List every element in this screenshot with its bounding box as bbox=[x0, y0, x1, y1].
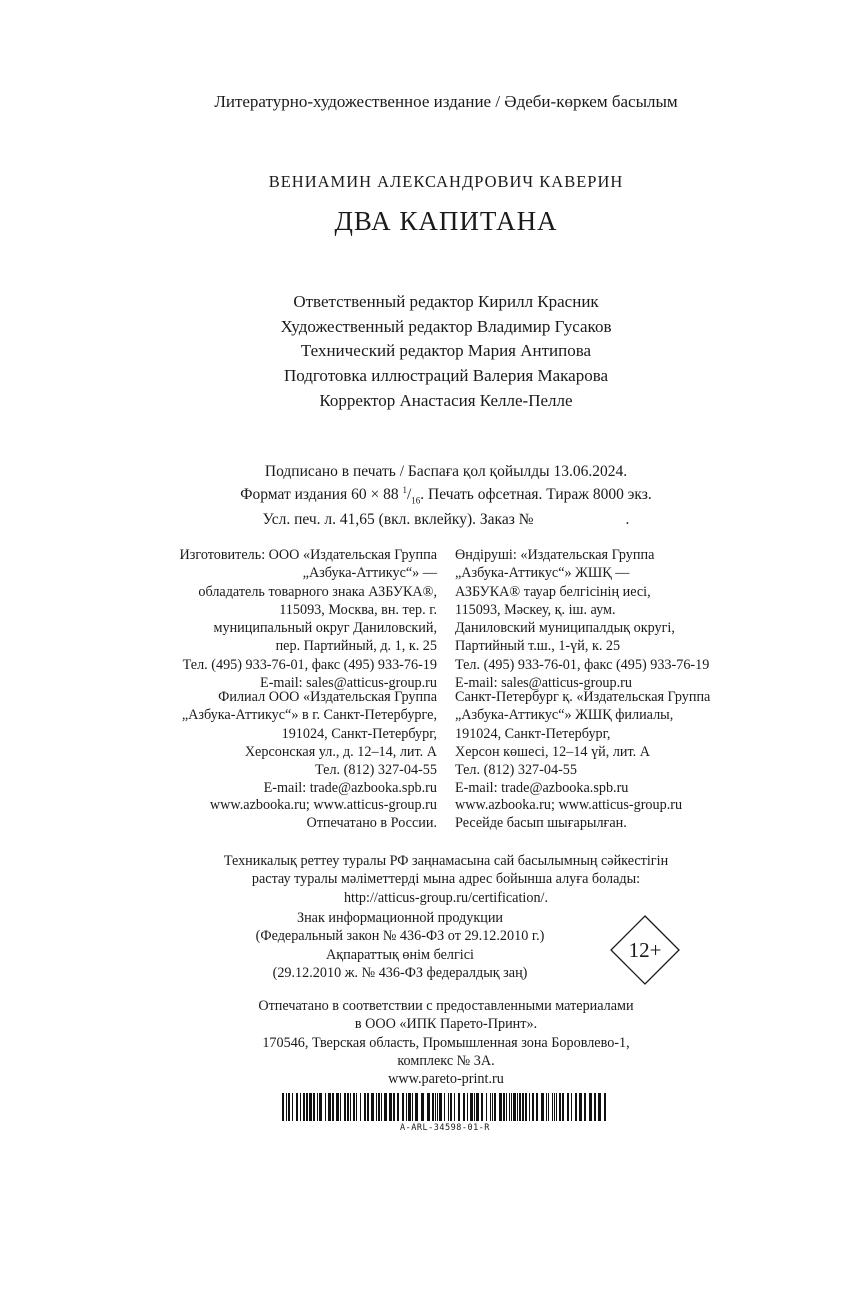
info-product-sign bbox=[200, 909, 600, 982]
barcode-bar bbox=[437, 1093, 438, 1121]
barcode-bar bbox=[492, 1093, 493, 1121]
barcode-bar bbox=[474, 1093, 475, 1121]
editorial-staff bbox=[0, 290, 856, 414]
barcode-bar bbox=[340, 1093, 341, 1121]
barcode-bar bbox=[454, 1093, 455, 1121]
manufacturer-line: Тел. (495) 933-76-01, факс (495) 933-76-19 bbox=[455, 656, 710, 673]
branch-line: 191024, Санкт-Петербург, bbox=[455, 725, 611, 742]
sheets-line bbox=[0, 510, 856, 529]
barcode-bar bbox=[541, 1093, 544, 1121]
manufacturer-line: обладатель товарного знака АЗБУКА®, bbox=[198, 583, 437, 600]
barcode-bar bbox=[506, 1093, 507, 1121]
manufacturer-kz bbox=[455, 546, 775, 692]
barcode-bar bbox=[554, 1093, 555, 1121]
manufacturer-line: АЗБУКА® тауар белгісінің иесі, bbox=[455, 583, 651, 600]
age-rating-label: 12+ bbox=[628, 937, 662, 962]
manufacturer-line: Тел. (495) 933-76-01, факс (495) 933-76-19 bbox=[182, 656, 437, 673]
info-sign-line: (29.12.2010 ж. № 436-ФЗ федералдық заң) bbox=[272, 964, 528, 981]
branch-line: Херсонская ул., д. 12–14, лит. А bbox=[244, 743, 437, 760]
branch-line: Тел. (812) 327-04-55 bbox=[315, 762, 437, 779]
manufacturer-line: 115093, Мәскеу, қ. іш. аум. bbox=[455, 601, 616, 618]
barcode-bar bbox=[313, 1093, 315, 1121]
age-rating-badge bbox=[610, 915, 680, 985]
barcode-bar bbox=[536, 1093, 538, 1121]
branch-line: Филиал ООО «Издательская Группа bbox=[218, 689, 437, 705]
barcode-bar bbox=[486, 1093, 487, 1121]
barcode-bar bbox=[317, 1093, 318, 1121]
websites-ru bbox=[117, 796, 437, 833]
barcode-bar bbox=[494, 1093, 496, 1121]
barcode-bar bbox=[548, 1093, 549, 1121]
printing-line: Отпечатано в соответствии с предоставленными материалами bbox=[258, 998, 634, 1014]
printed-in-line: Отпечатано в России. bbox=[306, 815, 437, 832]
barcode-bar bbox=[490, 1093, 491, 1121]
manufacturer-line: Партийный т.ш., 1-үй, к. 25 bbox=[455, 638, 621, 655]
format-denominator: 16 bbox=[411, 495, 421, 506]
printing-line: 170546, Тверская область, Промышленная зона Боровлево-1, bbox=[262, 1034, 630, 1051]
barcode-bar bbox=[376, 1093, 377, 1121]
barcode-bar bbox=[347, 1093, 349, 1121]
info-sign-line: (Федеральный закон № 436-ФЗ от 29.12.2010 г.) bbox=[255, 928, 545, 945]
manufacturer-ru bbox=[117, 546, 437, 692]
barcode-bar bbox=[389, 1093, 392, 1121]
manufacturer-line: Изготовитель: ООО «Издательская Группа bbox=[179, 547, 437, 563]
publication-details bbox=[0, 462, 856, 529]
barcode-bar bbox=[476, 1093, 479, 1121]
printing-info bbox=[0, 997, 856, 1088]
barcode-bar bbox=[421, 1093, 424, 1121]
barcode-bar bbox=[546, 1093, 547, 1121]
barcode-bar bbox=[435, 1093, 436, 1121]
barcode-label: A-ARL-34598-01-R bbox=[400, 1123, 490, 1133]
barcode-bar bbox=[306, 1093, 308, 1121]
barcode-bar bbox=[499, 1093, 502, 1121]
barcode-bar bbox=[412, 1093, 413, 1121]
barcode-bar bbox=[325, 1093, 326, 1121]
barcode-bar bbox=[288, 1093, 290, 1121]
barcode-bar bbox=[509, 1093, 510, 1121]
barcode-bar bbox=[458, 1093, 460, 1121]
regulation-line: растау туралы мәліметтерді мына адрес бойынша алуға болады: bbox=[251, 871, 641, 888]
manufacturer-line: E-mail: sales@atticus-group.ru bbox=[260, 675, 437, 692]
manufacturer-line: 115093, Москва, вн. тер. г. bbox=[279, 601, 437, 618]
branch-line: Тел. (812) 327-04-55 bbox=[455, 762, 577, 779]
format-suffix: . Печать офсетная. Тираж 8000 экз. bbox=[420, 486, 652, 504]
barcode-bar bbox=[381, 1093, 382, 1121]
printing-line: в ООО «ИПК Парето-Принт». bbox=[354, 1016, 538, 1033]
barcode-bar bbox=[567, 1093, 569, 1121]
barcode-bar bbox=[463, 1093, 465, 1121]
barcode-bar bbox=[350, 1093, 351, 1121]
barcode-bar bbox=[402, 1093, 404, 1121]
branch-line: „Азбука-Аттикус“» ЖШҚ филиалы, bbox=[455, 707, 674, 724]
barcode-bar bbox=[384, 1093, 387, 1121]
barcode-bar bbox=[303, 1093, 305, 1121]
barcode-bar bbox=[406, 1093, 407, 1121]
barcode-bar bbox=[439, 1093, 442, 1121]
barcode-bar bbox=[571, 1093, 572, 1121]
barcode-bar bbox=[427, 1093, 430, 1121]
staff-line: Технический редактор Мария Антипова bbox=[300, 341, 592, 361]
manufacturer-line: пер. Партийный, д. 1, к. 25 bbox=[275, 638, 437, 655]
barcode-bar bbox=[286, 1093, 287, 1121]
barcode-bar bbox=[511, 1093, 512, 1121]
branch-line: Санкт-Петербург қ. «Издательская Группа bbox=[455, 689, 711, 705]
barcode bbox=[280, 1093, 610, 1121]
manufacturer-line: E-mail: sales@atticus-group.ru bbox=[455, 675, 632, 692]
barcode-bar bbox=[529, 1093, 530, 1121]
author-name: ВЕНИАМИН АЛЕКСАНДРОВИЧ КАВЕРИН bbox=[268, 172, 624, 191]
barcode-bar bbox=[525, 1093, 527, 1121]
barcode-bar bbox=[282, 1093, 284, 1121]
barcode-bar bbox=[344, 1093, 346, 1121]
branch-kz bbox=[455, 688, 775, 798]
barcode-bar bbox=[353, 1093, 355, 1121]
barcode-bar bbox=[594, 1093, 596, 1121]
barcode-bar bbox=[296, 1093, 298, 1121]
barcode-bar bbox=[575, 1093, 577, 1121]
manufacturer-line: Өндіруші: «Издательская Группа bbox=[455, 547, 655, 563]
barcode-bar bbox=[300, 1093, 301, 1121]
staff-line: Корректор Анастасия Келле-Пелле bbox=[319, 390, 573, 410]
barcode-bar bbox=[367, 1093, 369, 1121]
edition-type: Литературно-художественное издание / Әдеби-көркем басылым bbox=[214, 92, 678, 111]
branch-line: Херсон көшесі, 12–14 үй, лит. А bbox=[455, 743, 651, 760]
websites-kz bbox=[455, 796, 775, 833]
barcode-bar bbox=[559, 1093, 561, 1121]
barcode-bar bbox=[319, 1093, 322, 1121]
barcode-bar bbox=[604, 1093, 606, 1121]
branch-line: E-mail: trade@azbooka.spb.ru bbox=[455, 780, 629, 797]
barcode-bar bbox=[360, 1093, 361, 1121]
sheets-prefix: Усл. печ. л. 41,65 (вкл. вклейку). Заказ № bbox=[262, 511, 534, 529]
barcode-bar bbox=[371, 1093, 374, 1121]
barcode-bar bbox=[444, 1093, 445, 1121]
barcode-bar bbox=[336, 1093, 339, 1121]
websites-line: www.azbooka.ru; www.atticus-group.ru bbox=[209, 797, 437, 813]
barcode-bar bbox=[467, 1093, 468, 1121]
manufacturer-line: „Азбука-Аттикус“» ЖШҚ — bbox=[455, 565, 630, 582]
barcode-bar bbox=[589, 1093, 592, 1121]
barcode-bar bbox=[532, 1093, 534, 1121]
info-sign-line: Знак информационной продукции bbox=[296, 910, 504, 926]
printing-line: комплекс № 3А. bbox=[397, 1052, 495, 1069]
barcode-bar bbox=[448, 1093, 449, 1121]
book-title: ДВА КАПИТАНА bbox=[334, 206, 558, 236]
manufacturer-line: Даниловский муниципалдық округі, bbox=[455, 620, 675, 637]
barcode-bar bbox=[517, 1093, 518, 1121]
barcode-bar bbox=[356, 1093, 357, 1121]
manufacturer-line: муниципальный округ Даниловский, bbox=[213, 620, 437, 637]
barcode-bar bbox=[470, 1093, 473, 1121]
branch-ru bbox=[117, 688, 437, 798]
barcode-bar bbox=[503, 1093, 505, 1121]
regulation-line: http://atticus-group.ru/certification/. bbox=[343, 889, 549, 906]
barcode-bar bbox=[332, 1093, 334, 1121]
barcode-bar bbox=[328, 1093, 331, 1121]
barcode-bar bbox=[393, 1093, 395, 1121]
barcode-bar bbox=[598, 1093, 601, 1121]
barcode-bar bbox=[579, 1093, 582, 1121]
barcode-bar bbox=[432, 1093, 434, 1121]
barcode-bar bbox=[481, 1093, 483, 1121]
printed-in-line: Ресейде басып шығарылған. bbox=[455, 815, 627, 832]
barcode-bar bbox=[364, 1093, 366, 1121]
barcode-bar bbox=[562, 1093, 564, 1121]
format-numerator: 1 bbox=[402, 485, 407, 495]
barcode-bar bbox=[513, 1093, 516, 1121]
barcode-bar bbox=[415, 1093, 418, 1121]
branch-line: „Азбука-Аттикус“» в г. Санкт-Петербурге, bbox=[181, 707, 437, 724]
format-prefix: Формат издания 60 × 88 bbox=[240, 486, 399, 504]
branch-line: 191024, Санкт-Петербург, bbox=[281, 725, 437, 742]
regulation-line: Техникалық реттеу туралы РФ заңнамасына сай басылымның сәйкестігін bbox=[223, 853, 669, 869]
barcode-bar bbox=[556, 1093, 557, 1121]
info-sign-line: Ақпараттық өнім белгісі bbox=[326, 946, 474, 963]
format-line: Формат издания 60 × 88 $^1/_{16}$. Печать офсетная. Тираж 8000 экз. bbox=[240, 485, 652, 506]
printing-line: www.pareto-print.ru bbox=[388, 1071, 504, 1088]
barcode-bar bbox=[552, 1093, 553, 1121]
barcode-bar bbox=[378, 1093, 380, 1121]
staff-line: Подготовка иллюстраций Валерия Макарова bbox=[283, 366, 609, 386]
barcode-bar bbox=[397, 1093, 399, 1121]
barcode-bar bbox=[584, 1093, 586, 1121]
barcode-bar bbox=[522, 1093, 524, 1121]
barcode-bar bbox=[450, 1093, 452, 1121]
staff-line: Художественный редактор Владимир Гусаков bbox=[280, 316, 612, 336]
regulation-notice bbox=[0, 852, 856, 907]
barcode-bar bbox=[408, 1093, 411, 1121]
signed-date: Подписано в печать / Баспаға қол қойылды 13.06.2024. bbox=[264, 463, 628, 480]
branch-line: E-mail: trade@azbooka.spb.ru bbox=[263, 780, 437, 797]
websites-line: www.azbooka.ru; www.atticus-group.ru bbox=[455, 797, 683, 813]
barcode-bar bbox=[292, 1093, 293, 1121]
barcode-bar bbox=[519, 1093, 521, 1121]
manufacturer-line: „Азбука-Аттикус“» — bbox=[302, 565, 437, 582]
barcode-bar bbox=[309, 1093, 312, 1121]
sheets-suffix: . bbox=[625, 511, 630, 529]
staff-line: Ответственный редактор Кирилл Красник bbox=[293, 292, 599, 311]
